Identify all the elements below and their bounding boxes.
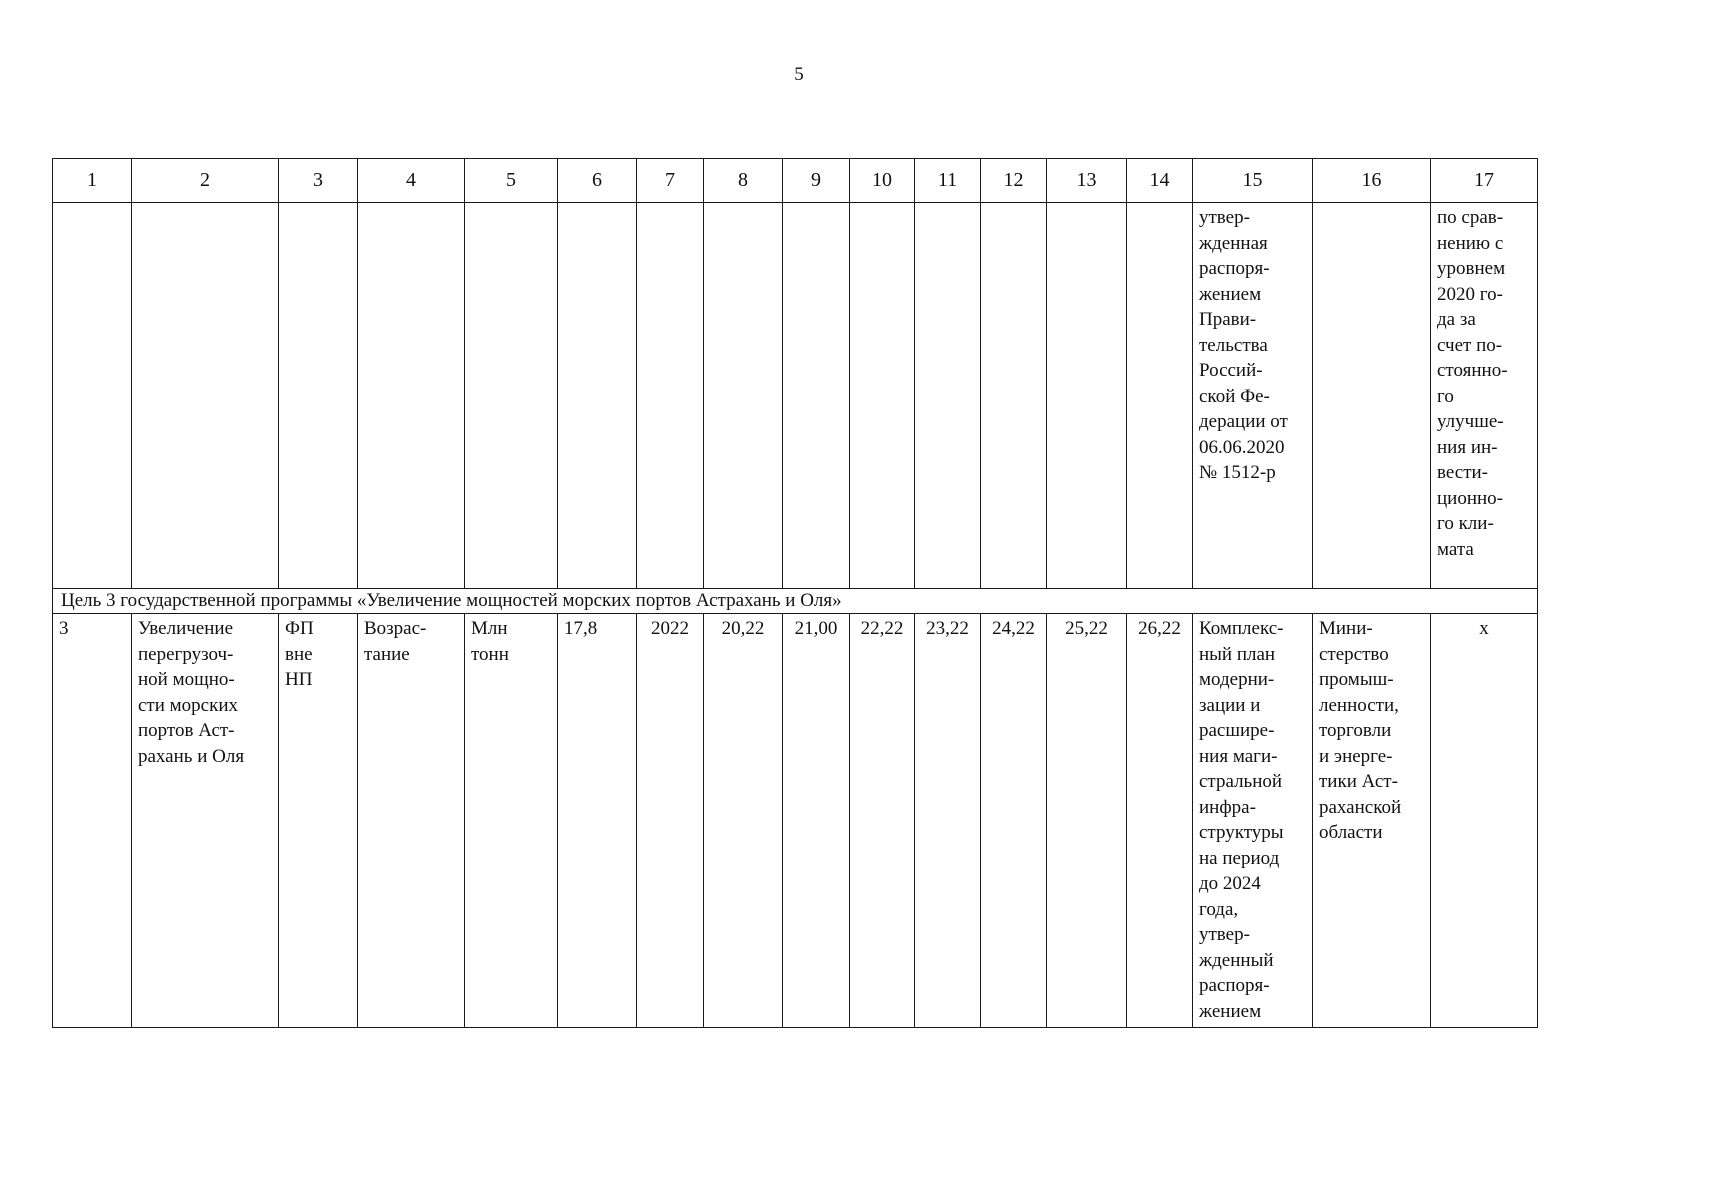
- empty-cell: [1127, 203, 1193, 589]
- indicators-table: [52, 158, 1538, 1028]
- empty-cell: [1047, 203, 1127, 589]
- empty-cell: [704, 203, 783, 589]
- column-number-cell: 16: [1313, 159, 1431, 203]
- continuation-row: [53, 203, 1538, 589]
- column-number-cell: 10: [850, 159, 915, 203]
- base-year: 2022: [637, 614, 704, 1028]
- responsible-body: Мини- стерство промыш- ленности, торговли и энерге- тики Аст- раханской области: [1313, 614, 1431, 1028]
- empty-cell: [558, 203, 637, 589]
- column-number-cell: 15: [1193, 159, 1313, 203]
- value-col-14: 26,22: [1127, 614, 1193, 1028]
- column-number-cell: 6: [558, 159, 637, 203]
- empty-cell: [358, 203, 465, 589]
- indicator-row-3: [53, 614, 1538, 1028]
- column-number-cell: 13: [1047, 159, 1127, 203]
- column-number-cell: 5: [465, 159, 558, 203]
- goal-heading-row: [53, 588, 1538, 613]
- value-col-12: 24,22: [981, 614, 1047, 1028]
- column-number-cell: 2: [132, 159, 279, 203]
- empty-cell: [783, 203, 850, 589]
- document-reference: Комплекс- ный план модерни- зации и расшире- ния маги- стральной инфра- структуры на период до 2024 года, утвер- жденный распоря- жением: [1193, 614, 1313, 1028]
- row-number: 3: [53, 614, 132, 1028]
- column-number-cell: 8: [704, 159, 783, 203]
- column-number-cell: 1: [53, 159, 132, 203]
- column-number-cell: 7: [637, 159, 704, 203]
- goal-heading: Цель 3 государственной программы «Увеличение мощностей морских портов Астрахань и Оля»: [53, 588, 1538, 613]
- indicator-level: ФП вне НП: [279, 614, 358, 1028]
- value-col-9: 21,00: [783, 614, 850, 1028]
- indicator-name: Увеличение перегрузоч- ной мощно- сти морских портов Аст- рахань и Оля: [132, 614, 279, 1028]
- column-number-cell: 3: [279, 159, 358, 203]
- document-reference-continuation: утвер- жденная распоря- жением Прави- тельства Россий- ской Фе- дерации от 06.06.2020 № 1512-р: [1193, 203, 1313, 589]
- column-number-row: [53, 159, 1538, 203]
- page-number: 5: [794, 64, 804, 85]
- column-number-cell: 12: [981, 159, 1047, 203]
- indicator-trend: Возрас- тание: [358, 614, 465, 1028]
- unit-of-measure: Млн тонн: [465, 614, 558, 1028]
- column-number-cell: 4: [358, 159, 465, 203]
- value-col-11: 23,22: [915, 614, 981, 1028]
- comment-cell: х: [1431, 614, 1538, 1028]
- column-number-cell: 14: [1127, 159, 1193, 203]
- comment-continuation: по срав- нению с уровнем 2020 го- да за счет по- стоянно- го улучше- ния ин- вести- ционно- го кли- мата: [1431, 203, 1538, 589]
- empty-cell: [915, 203, 981, 589]
- column-number-cell: 9: [783, 159, 850, 203]
- empty-cell: [465, 203, 558, 589]
- value-col-8: 20,22: [704, 614, 783, 1028]
- empty-cell: [53, 203, 132, 589]
- empty-cell: [981, 203, 1047, 589]
- base-value: 17,8: [558, 614, 637, 1028]
- value-col-10: 22,22: [850, 614, 915, 1028]
- empty-cell: [850, 203, 915, 589]
- value-col-13: 25,22: [1047, 614, 1127, 1028]
- column-number-cell: 17: [1431, 159, 1538, 203]
- empty-cell: [132, 203, 279, 589]
- column-number-cell: 11: [915, 159, 981, 203]
- empty-cell: [637, 203, 704, 589]
- empty-cell: [279, 203, 358, 589]
- empty-cell: [1313, 203, 1431, 589]
